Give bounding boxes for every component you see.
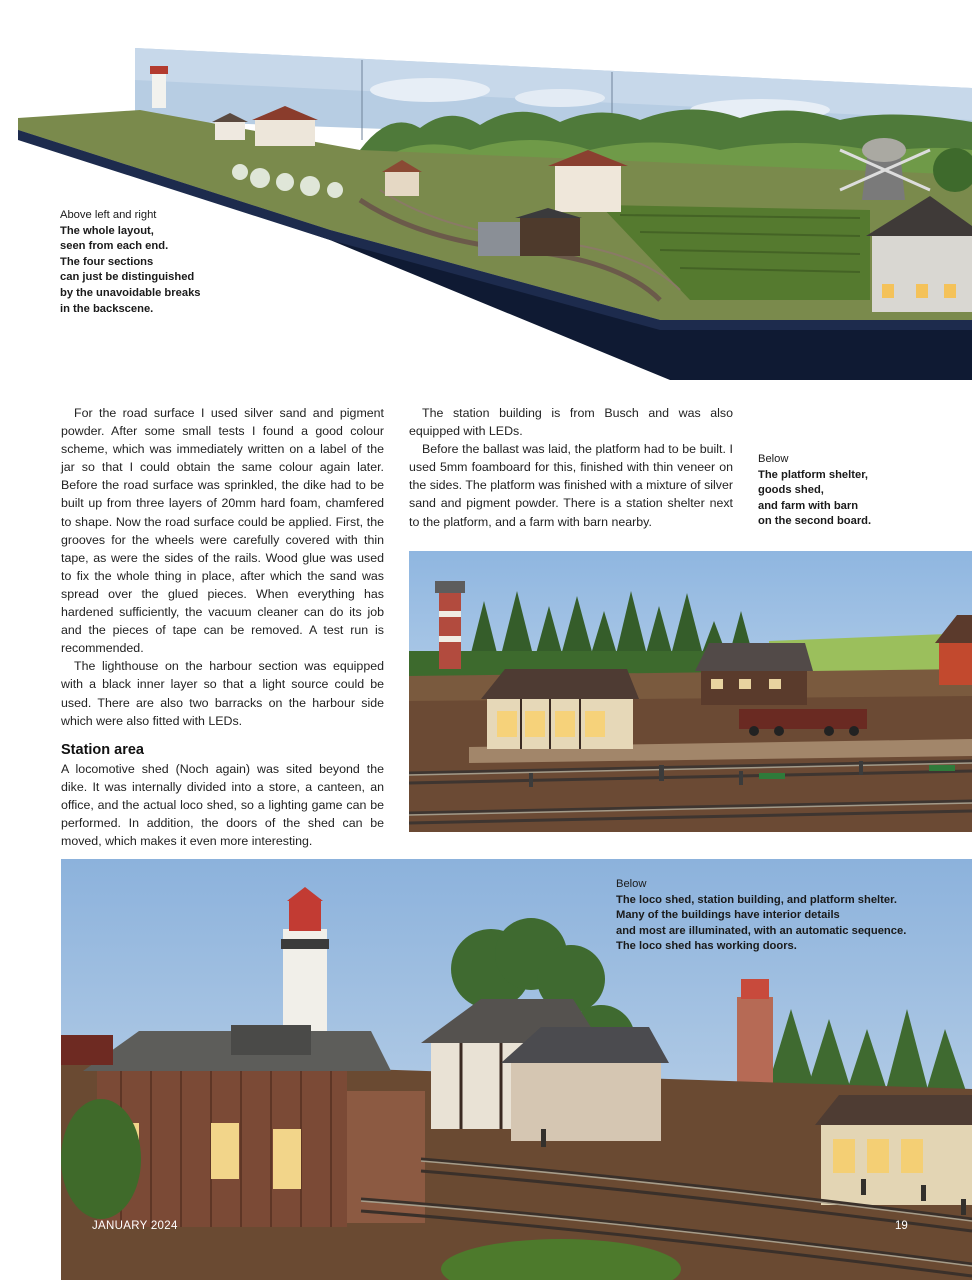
caption-top-line: The whole layout, [60, 224, 154, 237]
caption-top-line: by the unavoidable breaks [60, 286, 201, 299]
article-column-2 [409, 404, 733, 531]
caption-bottom-line: The loco shed, station building, and platform shelter. [616, 893, 897, 906]
caption-bottom [616, 877, 916, 955]
article-column-1 [61, 404, 384, 850]
article-paragraph: Before the ballast was laid, the platform had to be built. I used 5mm foamboard for this, finished with thin veneer on the sides. The platform was finished with a mixture of silver sand and pigment powder. There is a station shelter next to the platform, and a farm with barn nearby. [409, 442, 733, 529]
caption-bottom-line: Many of the buildings have interior details [616, 909, 840, 922]
article-paragraph: For the road surface I used silver sand and pigment powder. After some small tests I found a good colour scheme, which was immediately written on a label of the jar so that I could obtain the same colour again later. Before the road surface was sprinkled, the dike had to be built up from three layers of 20mm hard foam, chamfered to shape. Now the road surface could be applied. First, the grooves for the wheels were carefully covered with thin tape, as were the sides of the rails. Wood glue was used to fix the whole thing in place, after which the sand was spread over the glued pieces. When everything has hardened sufficiently, the vacuum cleaner can do its job and the pieces of tape can be removed. A test run is recommended. [61, 406, 384, 656]
caption-top-line: seen from each end. [60, 240, 169, 253]
caption-top-line: in the backscene. [60, 302, 154, 315]
caption-bottom-lead: Below [616, 878, 647, 890]
caption-right-lead: Below [758, 453, 789, 465]
caption-top-line: The four sections [60, 255, 154, 268]
platform-photo [409, 551, 972, 832]
caption-bottom-line: and most are illuminated, with an automatic sequence. [616, 924, 907, 937]
article-paragraph: The lighthouse on the harbour section was equipped with a black inner layer so that a light source could be used. There are also two barracks on the harbour side which were also fitted with LEDs. [61, 659, 384, 728]
section-heading: Station area [61, 741, 144, 758]
caption-bottom-line: The loco shed has working doors. [616, 940, 797, 953]
caption-top-lead: Above left and right [60, 209, 157, 221]
issue-date: JANUARY 2024 [92, 1220, 178, 1232]
caption-right-line: and farm with barn [758, 499, 859, 512]
caption-right-line: on the second board. [758, 515, 872, 528]
caption-right [758, 452, 928, 530]
caption-right-line: The platform shelter, [758, 468, 869, 481]
article-paragraph: A locomotive shed (Noch again) was sited beyond the dike. It was internally divided into a store, a canteen, an office, and the actual loco shed, so a lighting game can be performed. In addition, the doors of the shed can be moved, which makes it even more interesting. [61, 761, 384, 849]
caption-top [60, 206, 210, 347]
page-number: 19 [895, 1220, 908, 1232]
caption-right-line: goods shed, [758, 484, 824, 497]
article-paragraph: The station building is from Busch and was also equipped with LEDs. [409, 406, 733, 439]
caption-top-line: can just be distinguished [60, 271, 195, 284]
